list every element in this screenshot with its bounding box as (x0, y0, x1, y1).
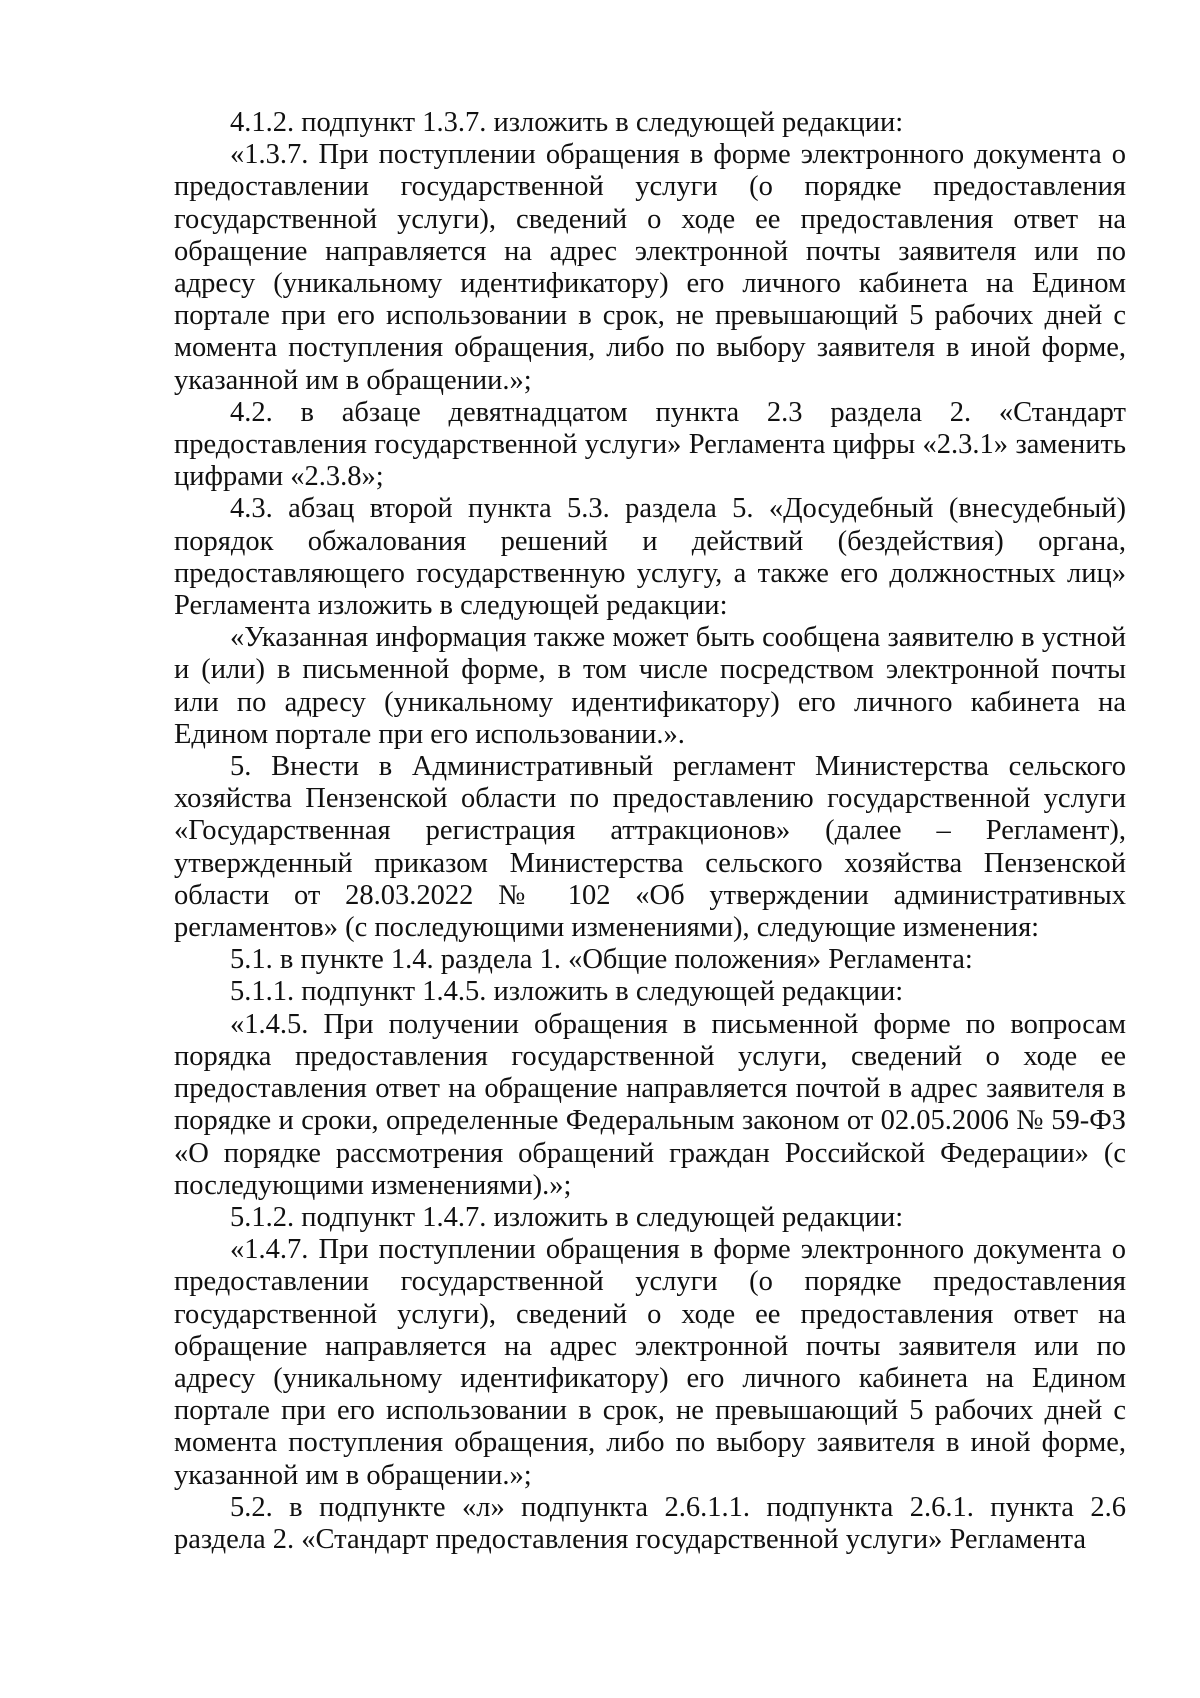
paragraph-5: 5. Внести в Административный регламент Министерства сельского хозяйства Пензенской области по предоставлению государственной услуги «Государственная регистрация аттракционов» (далее – Регламент), утвержденный приказом Министерства сельского хозяйства Пензенской области от 28.03.2022 № 102 «Об утверждении административных регламентов» (с последующими изменениями), следующие изменения: (174, 751, 1126, 944)
paragraph-4-2: 4.2. в абзаце девятнадцатом пункта 2.3 раздела 2. «Стандарт предоставления государственной услуги» Регламента цифры «2.3.1» заменить цифрами «2.3.8»; (174, 396, 1126, 493)
document-page (174, 107, 1126, 1556)
paragraph-quote-info: «Указанная информация также может быть сообщена заявителю в устной и (или) в письменной форме, в том числе посредством электронной почты или по адресу (уникальному идентификатору) его личного кабинета на Едином портале при его использовании.». (174, 622, 1126, 750)
paragraph-quote-1-4-5: «1.4.5. При получении обращения в письменной форме по вопросам порядка предоставления государственной услуги, сведений о ходе ее предоставления ответ на обращение направляется почтой в адрес заявителя в порядке и сроки, определенные Федеральным законом от 02.05.2006 № 59-ФЗ «О порядке рассмотрения обращений граждан Российской Федерации» (с последующими изменениями).»; (174, 1008, 1126, 1201)
paragraph-4-3: 4.3. абзац второй пункта 5.3. раздела 5. «Досудебный (внесудебный) порядок обжалования решений и действий (бездействия) органа, предоставляющего государственную услугу, а также его должностных лиц» Регламента изложить в следующей редакции: (174, 493, 1126, 622)
paragraph-5-2: 5.2. в подпункте «л» подпункта 2.6.1.1. подпункта 2.6.1. пункта 2.6 раздела 2. «Стандарт предоставления государственной услуги» Регламента (174, 1491, 1126, 1555)
paragraph-quote-1-3-7: «1.3.7. При поступлении обращения в форме электронного документа о предоставлении государственной услуги (о порядке предоставления государственной услуги), сведений о ходе ее предоставления ответ на обращение направляется на адрес электронной почты заявителя или по адресу (уникальному идентификатору) его личного кабинета на Едином портале при его использовании в срок, не превышающий 5 рабочих дней с момента поступления обращения, либо по выбору заявителя в иной форме, указанной им в обращении.»; (174, 139, 1126, 396)
paragraph-5-1-2: 5.1.2. подпункт 1.4.7. изложить в следующей редакции: (230, 1201, 904, 1233)
paragraph-5-1-1: 5.1.1. подпункт 1.4.5. изложить в следующей редакции: (230, 976, 904, 1008)
paragraph-4-1-2: 4.1.2. подпункт 1.3.7. изложить в следующей редакции: (230, 107, 904, 138)
paragraph-quote-1-4-7: «1.4.7. При поступлении обращения в форме электронного документа о предоставлении государственной услуги (о порядке предоставления государственной услуги), сведений о ходе ее предоставления ответ на обращение направляется на адрес электронной почты заявителя или по адресу (уникальному идентификатору) его личного кабинета на Едином портале при его использовании в срок, не превышающий 5 рабочих дней с момента поступления обращения, либо по выбору заявителя в иной форме, указанной им в обращении.»; (174, 1234, 1126, 1491)
paragraph-5-1: 5.1. в пункте 1.4. раздела 1. «Общие положения» Регламента: (230, 944, 973, 976)
